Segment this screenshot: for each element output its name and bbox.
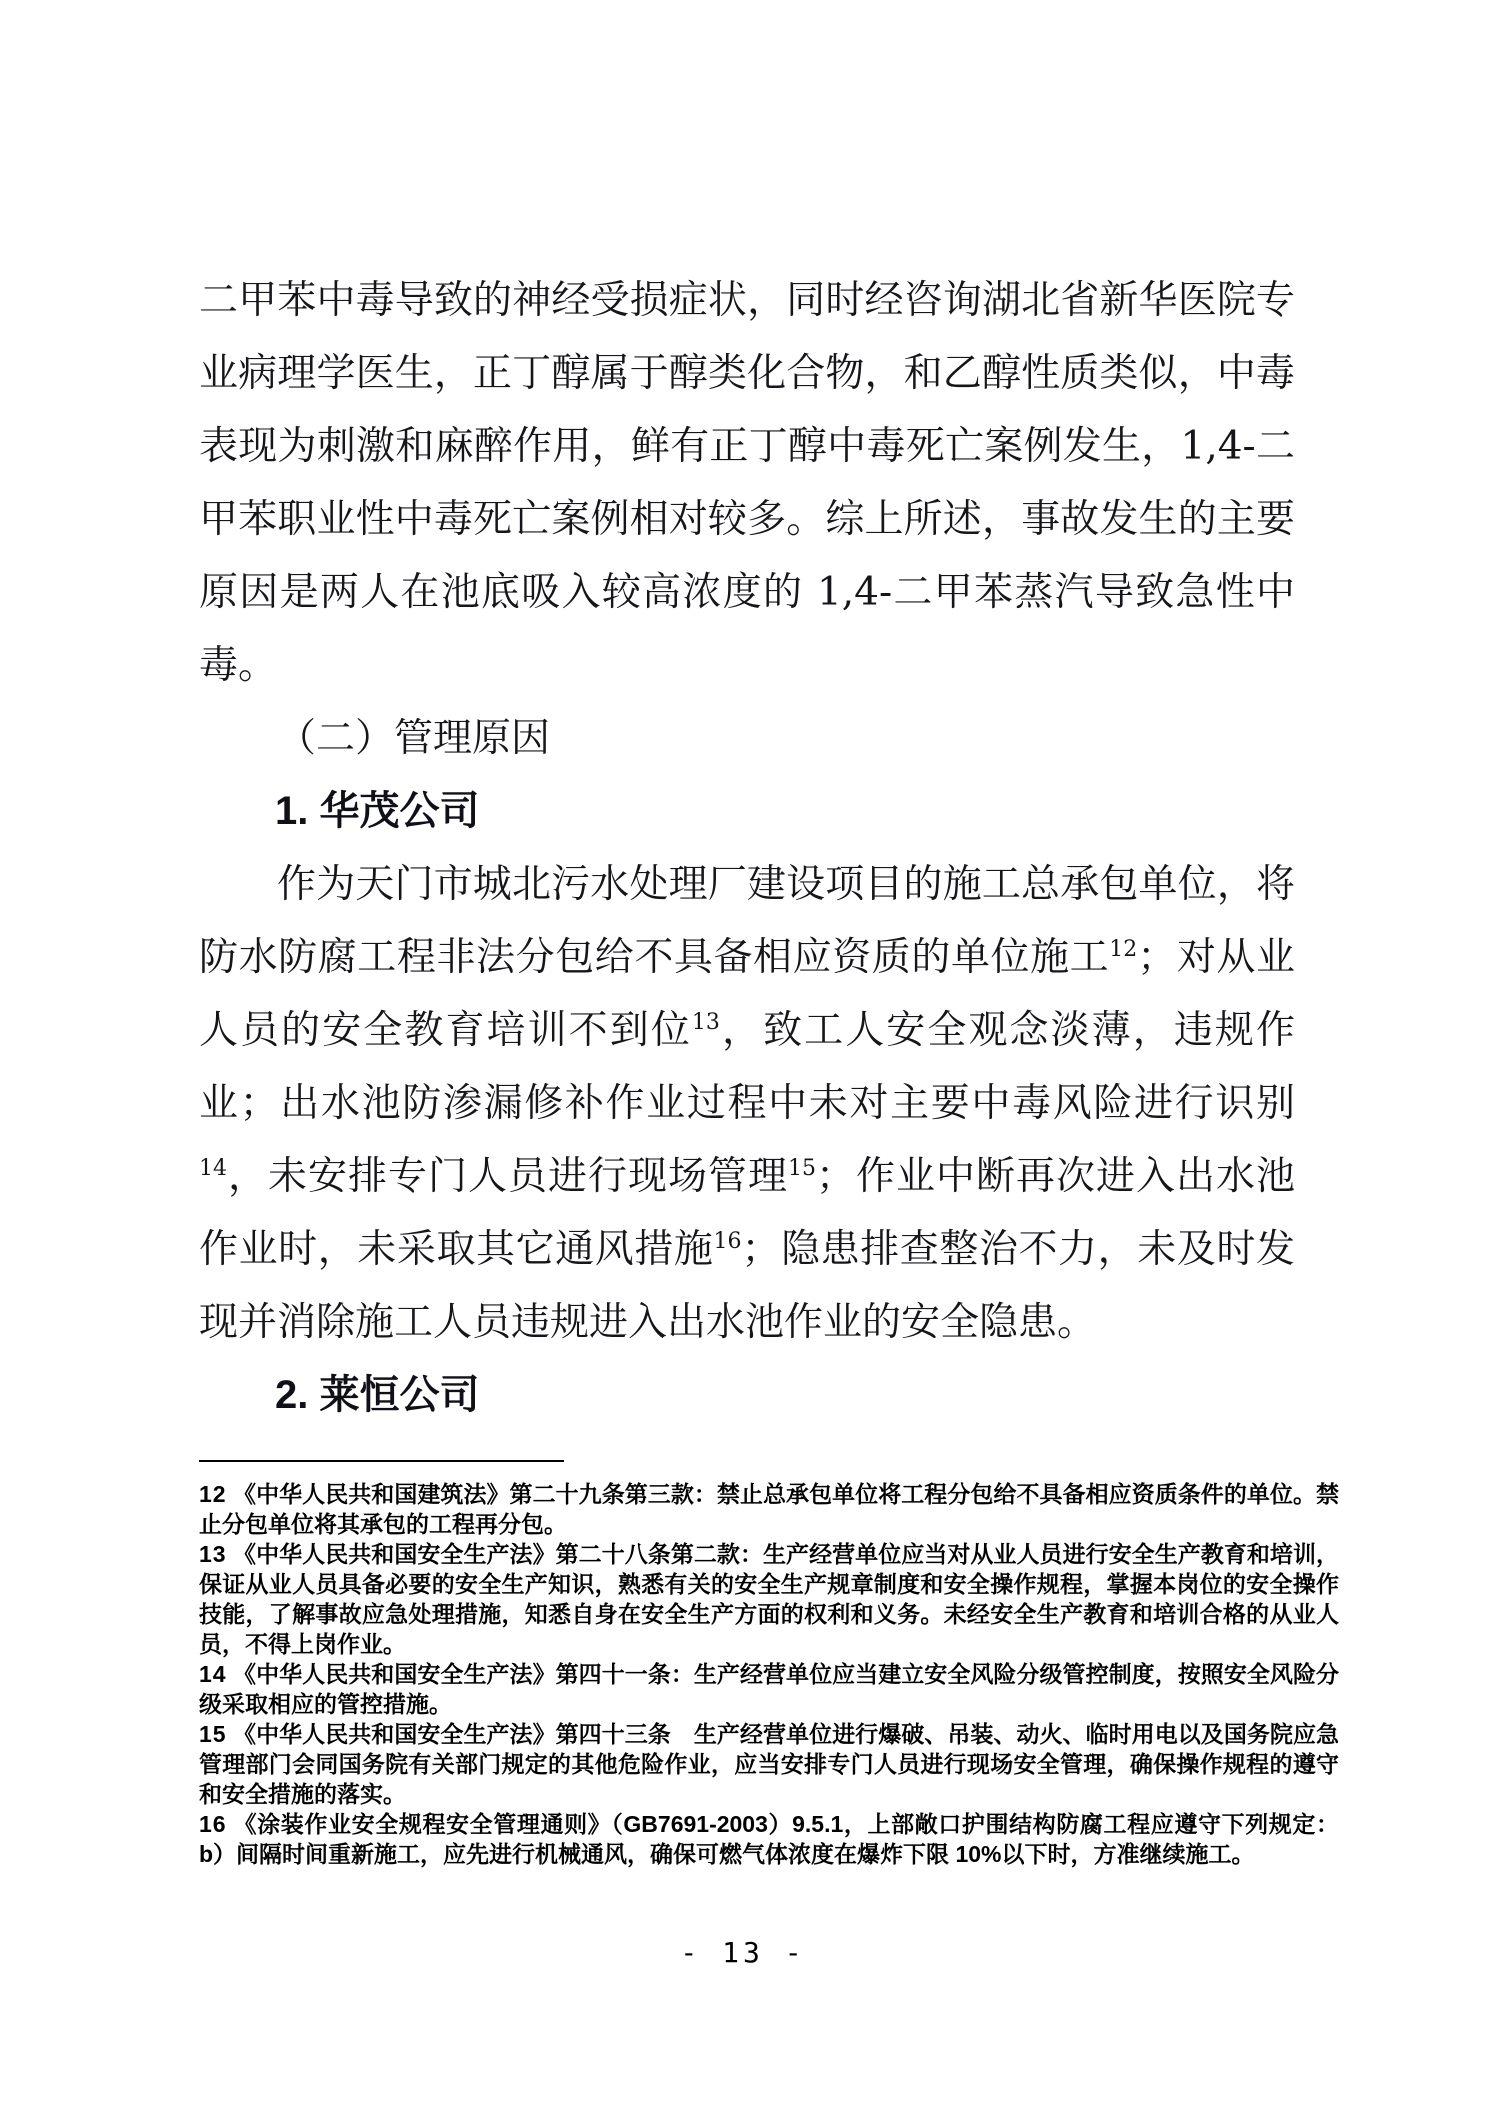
- footnote-number: 14: [199, 1661, 227, 1687]
- footnote-reference: 15: [787, 1156, 816, 1181]
- footnote-item: 15 《中华人民共和国安全生产法》第四十三条 生产经营单位进行爆破、吊装、动火、临时用电以及国务院应急管理部门会同国务院有关部门规定的其他危险作业，应当安排专门人员进行现场安全管理，确保操作规程的遵守和安全措施的落实。: [199, 1721, 1339, 1807]
- footnote-reference: 14: [199, 1156, 227, 1181]
- subheading-laiheng-company: 2. 莱恒公司: [275, 1373, 480, 1417]
- section-heading-management-causes: （二）管理原因: [277, 716, 551, 761]
- footnote-reference: 13: [691, 1010, 720, 1035]
- subheading-huamao-company: 1. 华茂公司: [275, 789, 480, 833]
- footnote-reference: 16: [713, 1229, 742, 1254]
- footnote-reference: 12: [1109, 937, 1138, 962]
- footnote-number: 12: [199, 1481, 227, 1507]
- footnote-item: 14 《中华人民共和国安全生产法》第四十一条：生产经营单位应当建立安全风险分级管控制度，按照安全风险分级采取相应的管控措施。: [199, 1661, 1339, 1717]
- body-content: [199, 264, 1295, 1432]
- page-number: - 13 -: [680, 1936, 806, 1969]
- footnote-number: 13: [199, 1541, 227, 1567]
- footnote-item: 13 《中华人民共和国安全生产法》第二十八条第二款：生产经营单位应当对从业人员进行安全生产教育和培训，保证从业人员具备必要的安全生产知识，熟悉有关的安全生产规章制度和安全操作规程，掌握本岗位的安全操作技能，了解事故应急处理措施，知悉自身在安全生产方面的权利和义务。未经安全生产教育和培训合格的从业人员，不得上岗作业。: [199, 1541, 1339, 1657]
- footnote-item: 12 《中华人民共和国建筑法》第二十九条第三款：禁止总承包单位将工程分包给不具备相应资质条件的单位。禁止分包单位将其承包的工程再分包。: [199, 1481, 1339, 1537]
- footnote-number: 16: [199, 1811, 227, 1837]
- paragraph-poisoning-analysis: 二甲苯中毒导致的神经受损症状，同时经咨询湖北省新华医院专业病理学医生，正丁醇属于醇类化合物，和乙醇性质类似，中毒表现为刺激和麻醉作用，鲜有正丁醇中毒死亡案例发生，1,4-二甲苯职业性中毒死亡案例相对较多。综上所述，事故发生的主要原因是两人在池底吸入较高浓度的 1,4-二甲苯蒸汽导致急性中毒。: [199, 278, 1295, 688]
- paragraph-management-huamao: 作为天门市城北污水处理厂建设项目的施工总承包单位，将防水防腐工程非法分包给不具备相应资质的单位施工$^{12}$；对从业人员的安全教育培训不到位$^{13}$，致工人安全观念淡薄，违规作业；出水池防渗漏修补作业过程中未对主要中毒风险进行识别$^{14}$，未安排专门人员进行现场管理$^{15}$；作业中断再次进入出水池作业时，未采取其它通风措施$^{16}$；隐患排查整治不力，未及时发现并消除施工人员违规进入出水池作业的安全隐患。: [199, 862, 1295, 1345]
- footnote-divider: [199, 1460, 564, 1462]
- footnote-item: 16 《涂装作业安全规程安全管理通则》（GB7691-2003）9.5.1，上部敞口护围结构防腐工程应遵守下列规定：b）间隔时间重新施工，应先进行机械通风，确保可燃气体浓度在爆炸下限 10%以下时，方准继续施工。: [199, 1811, 1339, 1867]
- footnote-number: 15: [199, 1721, 227, 1747]
- footnote-list: [199, 1479, 1339, 1869]
